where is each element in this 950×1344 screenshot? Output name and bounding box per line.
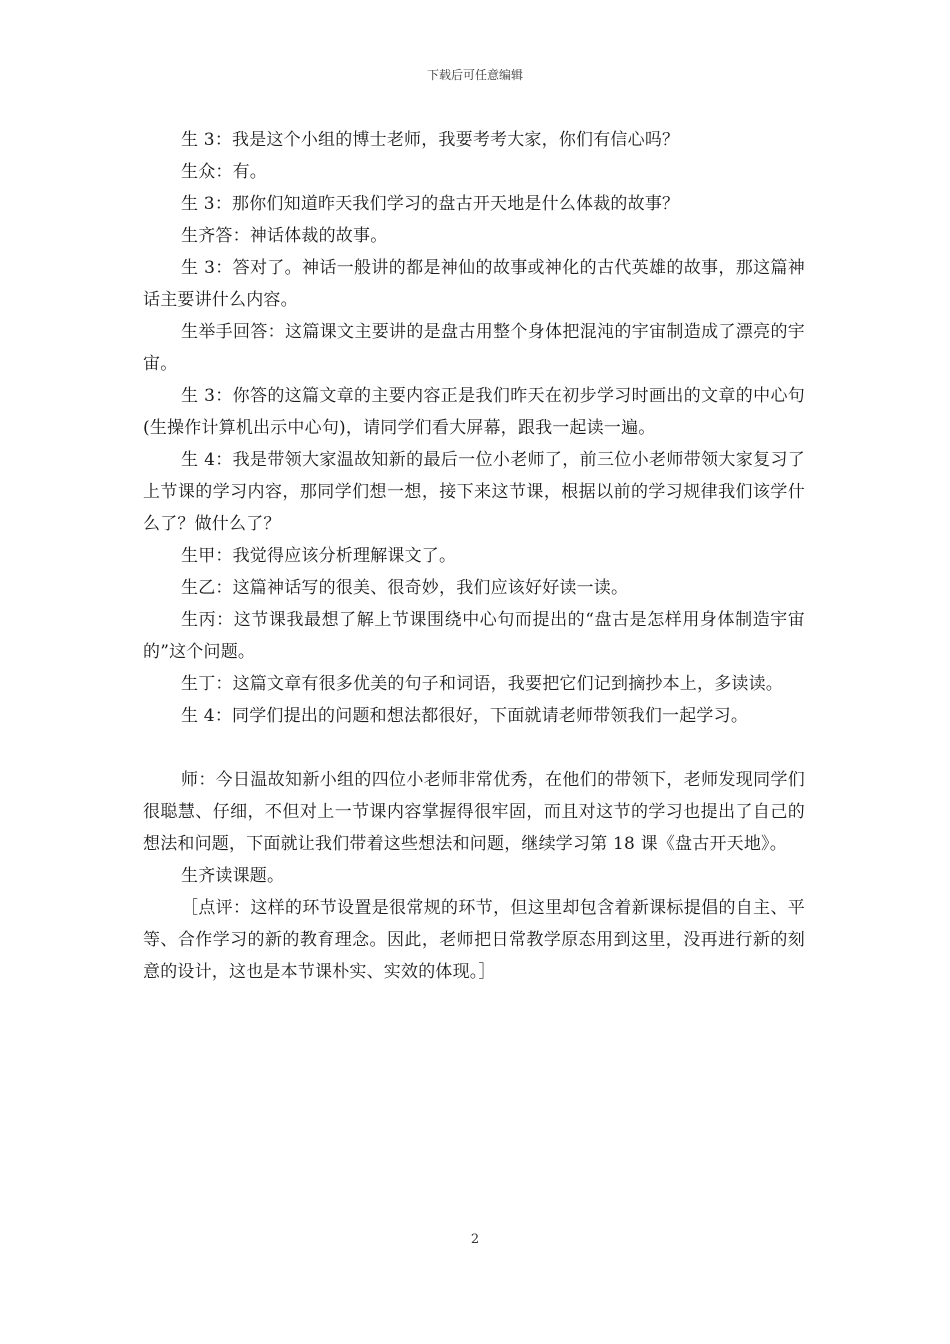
page-number: 2 bbox=[470, 1232, 480, 1247]
paragraph: 生举手回答：这篇课文主要讲的是盘古用整个身体把混沌的宇宙制造成了漂亮的宇宙。 bbox=[143, 322, 805, 374]
paragraph: 生甲：我觉得应该分析理解课文了。 bbox=[181, 546, 457, 566]
paragraph: 生 3：你答的这篇文章的主要内容正是我们昨天在初步学习时画出的文章的中心句(生操作计算机出示中心句)，请同学们看大屏幕，跟我一起读一遍。 bbox=[143, 386, 805, 438]
paragraph: 生乙：这篇神话写的很美、很奇妙，我们应该好好读一读。 bbox=[181, 578, 629, 598]
document-body bbox=[143, 124, 805, 988]
paragraph: 生 4：同学们提出的问题和想法都很好，下面就请老师带领我们一起学习。 bbox=[181, 706, 749, 726]
commentary-paragraph: ［点评：这样的环节设置是很常规的环节，但这里却包含着新课标提倡的自主、平等、合作学习的新的教育理念。因此，老师把日常教学原态用到这里，没再进行新的刻意的设计，这也是本节课朴实、实效的体现。］ bbox=[143, 898, 805, 982]
paragraph: 生丙：这节课我最想了解上节课围绕中心句而提出的“盘古是怎样用身体制造宇宙的”这个问题。 bbox=[143, 610, 805, 662]
paragraph: 生齐读课题。 bbox=[181, 866, 285, 886]
paragraph: 生众：有。 bbox=[181, 162, 267, 182]
paragraph: 生 3：答对了。神话一般讲的都是神仙的故事或神化的古代英雄的故事，那这篇神话主要讲什么内容。 bbox=[143, 258, 805, 310]
blank-line bbox=[143, 732, 805, 764]
page-header: 下载后可任意编辑 bbox=[426, 68, 523, 82]
paragraph: 生丁：这篇文章有很多优美的句子和词语，我要把它们记到摘抄本上，多读读。 bbox=[181, 674, 783, 694]
paragraph: 生 4：我是带领大家温故知新的最后一位小老师了，前三位小老师带领大家复习了上节课的学习内容，那同学们想一想，接下来这节课，根据以前的学习规律我们该学什么了？做什么了？ bbox=[143, 450, 805, 534]
paragraph: 师：今日温故知新小组的四位小老师非常优秀，在他们的带领下，老师发现同学们很聪慧、仔细，不但对上一节课内容掌握得很牢固，而且对这节的学习也提出了自己的想法和问题，下面就让我们带着这些想法和问题，继续学习第 18 课《盘古开天地》。 bbox=[143, 770, 805, 854]
paragraph: 生 3：那你们知道昨天我们学习的盘古开天地是什么体裁的故事？ bbox=[181, 194, 680, 214]
paragraph: 生 3：我是这个小组的博士老师，我要考考大家，你们有信心吗？ bbox=[181, 130, 680, 150]
paragraph: 生齐答：神话体裁的故事。 bbox=[181, 226, 388, 246]
